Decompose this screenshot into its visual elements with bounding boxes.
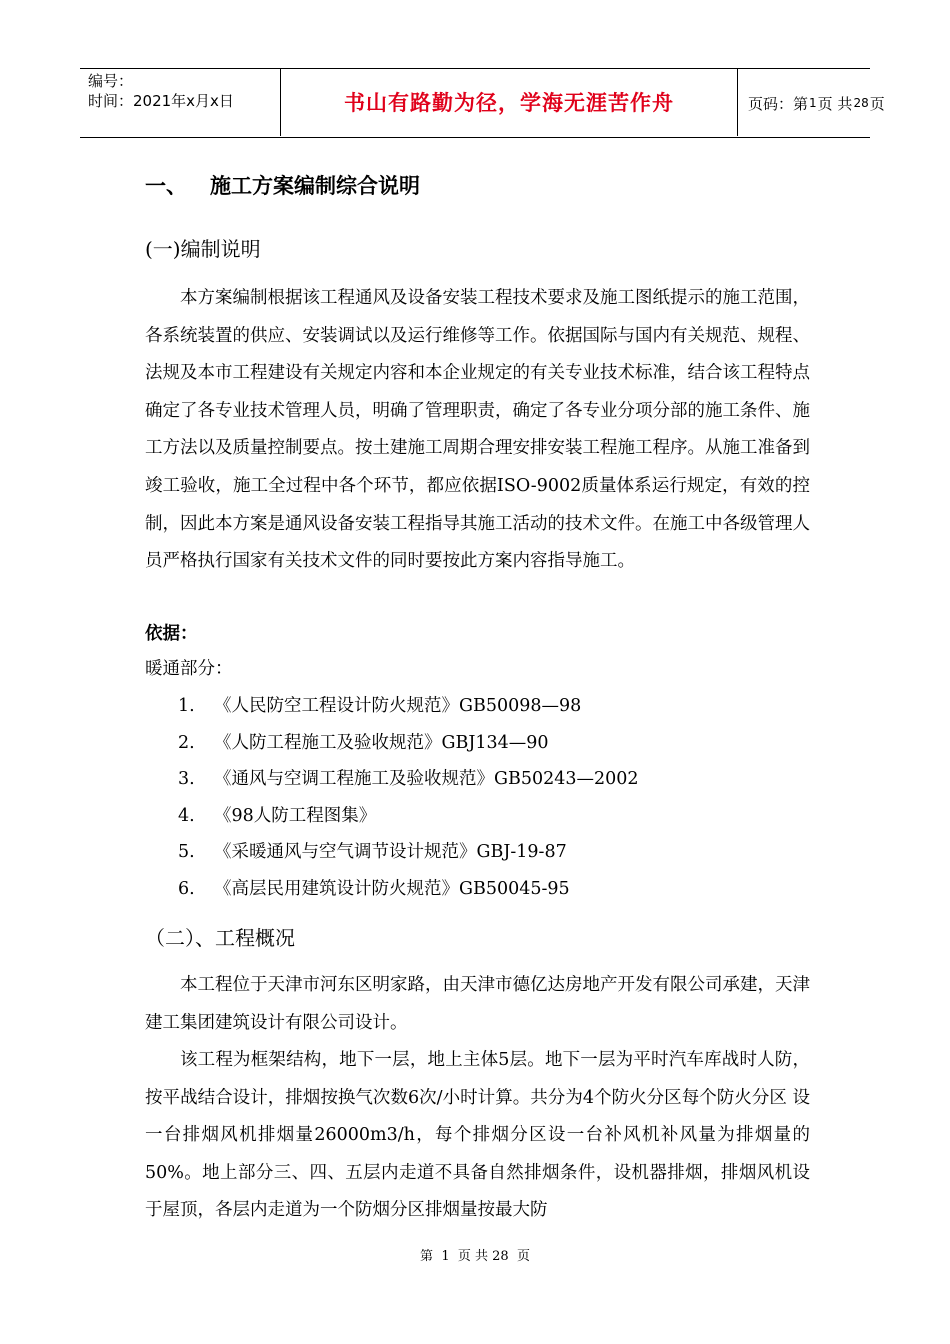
serial-label: 编号： [88,72,134,90]
page-prefix: 页码：第 [748,94,809,113]
section-number: 一、 [145,174,187,198]
page-total: 28 [853,96,869,110]
list-item: 2. 《人防工程施工及验收规范》GBJ134—90 [178,732,549,753]
page-header [80,68,885,138]
section-title: 施工方案编制综合说明 [210,174,420,198]
subsection-heading-2: （二）、工程概况 [145,926,295,950]
slogan: 书山有路勤为径，学海无涯苦作舟 [344,91,674,115]
page-current: 1 [809,96,817,110]
list-item: 6. 《高层民用建筑设计防火规范》GB50045-95 [178,878,570,899]
standards-list [178,688,639,908]
header-meta [88,71,280,111]
page-mid: 页 共 [817,94,853,113]
basis-label: 依据： [145,624,198,644]
page-footer: 第 1 页 共 28 页 [420,1249,530,1264]
paragraph-compilation: 本方案编制根据该工程通风及设备安装工程技术要求及施工图纸提示的施工范围，各系统装置的供应、安装调试以及运行维修等工作。依据国际与国内有关规范、规程、法规及本市工程建设有关规定内容和本企业规定的有关专业技术标准，结合该工程特点确定了各专业技术管理人员，明确了管理职责，确定了各专业分项分部的施工条件、施工方法以及质量控制要点。按土建施工周期合理安排安装工程施工程序。从施工准备到竣工验收，施工全过程中各个环节，都应依据ISO-9002质量体系运行规定，有效的控制，因此本方案是通风设备安装工程指导其施工活动的技术文件。在施工中各级管理人员严格执行国家有关技术文件的同时要按此方案内容指导施工。 [145,288,810,572]
paragraph-structure: 该工程为框架结构，地下一层，地上主体5层。地下一层为平时汽车库战时人防，按平战结合设计，排烟按换气次数6次/小时计算。共分为4个防火分区每个防火分区 设一台排烟风机排烟量26000m3/h，每个排烟分区设一台补风机补风量为排烟量的50%。地上部分三、四、五层内走道不具备自然排烟条件，设机器排烟，排烟风机设于屋顶，各层内走道为一个防烟分区排烟量按最大防 [145,1050,810,1221]
list-item: 1. 《人民防空工程设计防火规范》GB50098—98 [178,696,582,716]
list-item: 5. 《采暖通风与空气调节设计规范》GBJ-19-87 [178,842,567,863]
subsection-heading-1: (一)编制说明 [145,237,261,261]
list-item: 4. 《98人防工程图集》 [178,805,377,826]
header-page-number [740,69,885,137]
time-label: 时间：2021年x月x日 [88,92,234,110]
list-item: 3. 《通风与空调工程施工及验收规范》GB50243—2002 [178,769,639,790]
page-suffix: 页 [869,94,885,113]
hvac-label: 暖通部分： [145,659,233,679]
header-slogan-cell [280,68,738,136]
section-heading [145,170,420,200]
paragraph-location: 本工程位于天津市河东区明家路，由天津市德亿达房地产开发有限公司承建，天津建工集团建筑设计有限公司设计。 [145,975,810,1033]
